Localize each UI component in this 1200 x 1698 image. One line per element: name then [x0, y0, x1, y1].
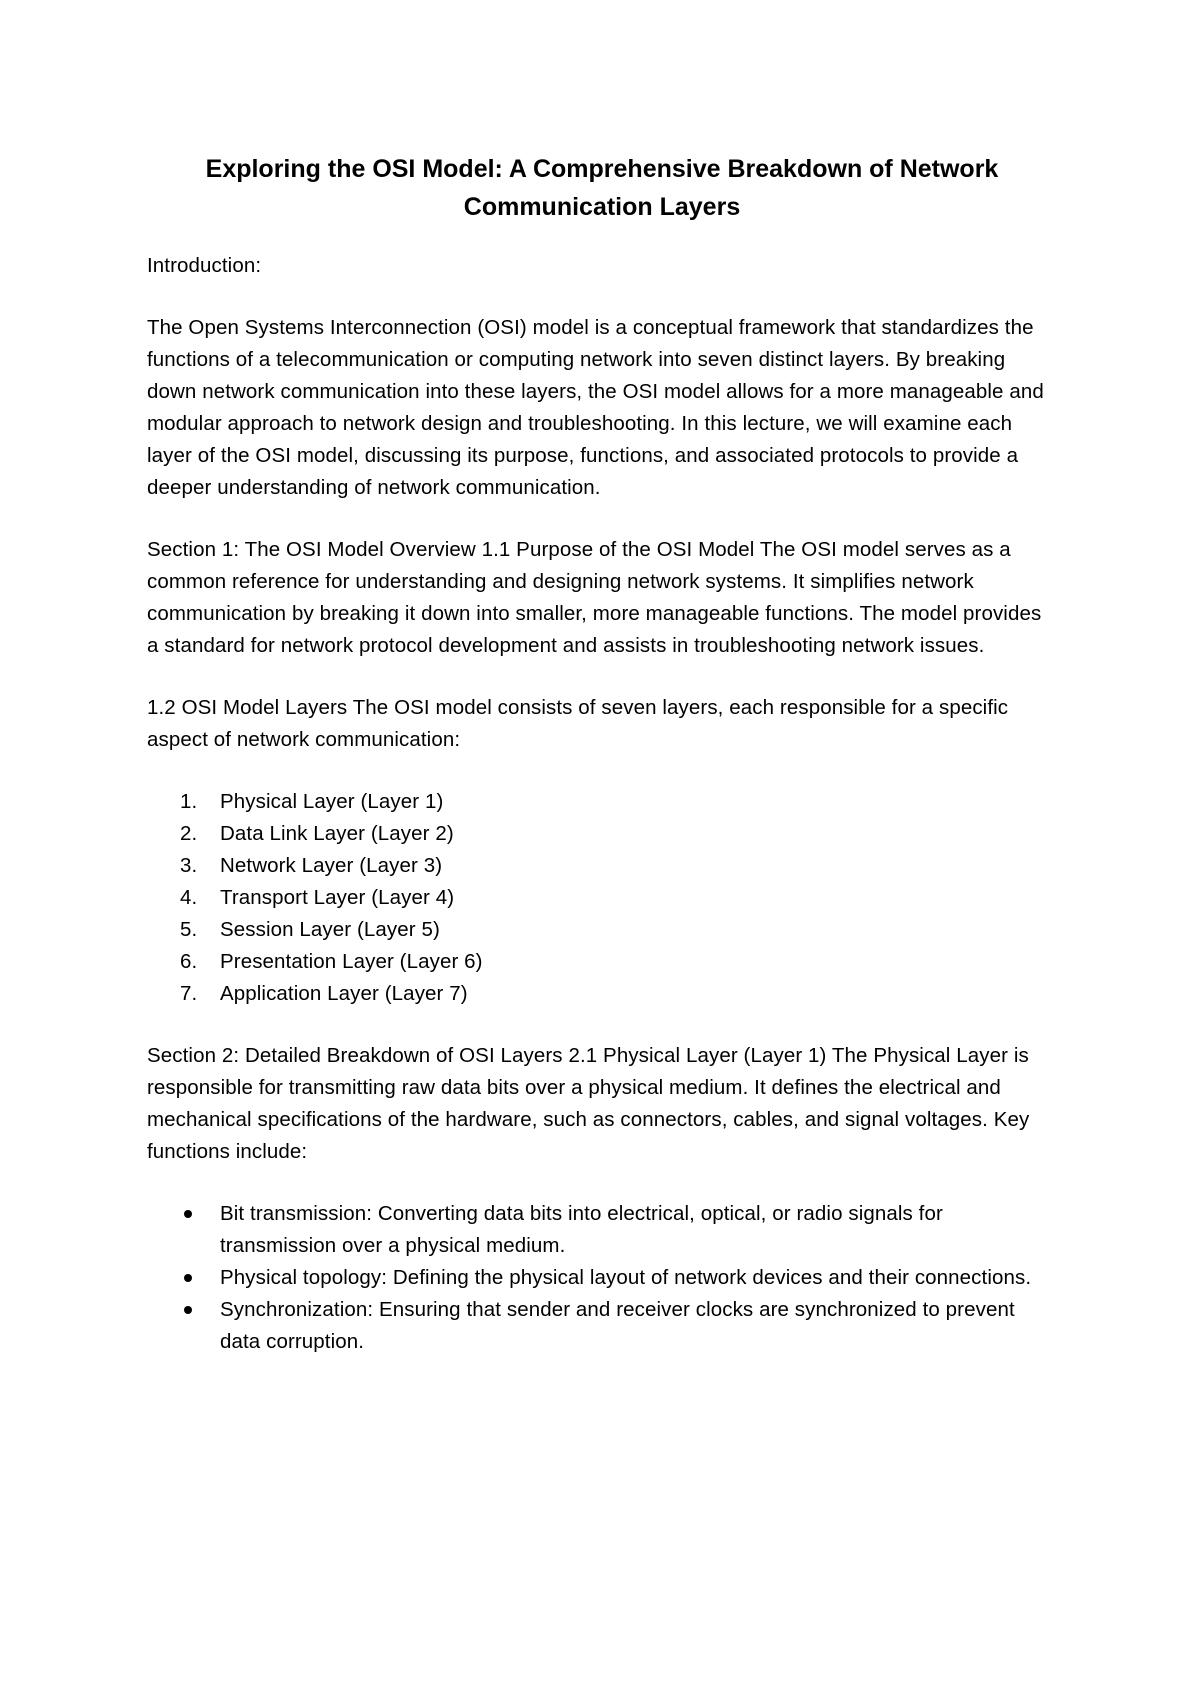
bullet-icon: [184, 1306, 192, 1314]
list-item: [147, 914, 1057, 946]
list-number: 2.: [180, 822, 198, 845]
list-item-text: Application Layer (Layer 7): [220, 982, 468, 1005]
list-item-text: Transport Layer (Layer 4): [220, 886, 455, 909]
list-item: [147, 978, 1057, 1010]
section-2-paragraph: Section 2: Detailed Breakdown of OSI Layers 2.1 Physical Layer (Layer 1) The Physical Layer is responsible for transmitting raw data bits over a physical medium. It defines the electrical and mechanical specifications of the hardware, such as connectors, cables, and signal voltages. Key functions include:: [147, 1044, 1030, 1163]
intro-paragraph: The Open Systems Interconnection (OSI) model is a conceptual framework that standardizes the functions of a telecommunication or computing network into seven distinct layers. By breaking down network communication into these layers, the OSI model allows for a more manageable and modular approach to network design and troubleshooting. In this lecture, we will examine each layer of the OSI model, discussing its purpose, functions, and associated protocols to provide a deeper understanding of network communication.: [147, 316, 1044, 499]
bullet-icon: [184, 1210, 192, 1218]
list-item-text: Bit transmission: Converting data bits into electrical, optical, or radio signals for transmission over a physical medium.: [220, 1202, 943, 1257]
document-title: Exploring the OSI Model: A Comprehensive Breakdown of Network Communication Layers: [205, 155, 999, 221]
list-item-text: Presentation Layer (Layer 6): [220, 950, 483, 973]
list-item: [147, 1294, 1057, 1358]
list-item: [147, 882, 1057, 914]
list-number: 6.: [180, 950, 198, 973]
list-item: [147, 850, 1057, 882]
list-item-text: Physical Layer (Layer 1): [220, 790, 444, 813]
list-item-text: Session Layer (Layer 5): [220, 918, 440, 941]
osi-layers-list: [147, 786, 1057, 1010]
layers-paragraph: 1.2 OSI Model Layers The OSI model consists of seven layers, each responsible for a specific aspect of network communication:: [147, 696, 1009, 751]
list-item: [147, 1262, 1057, 1294]
intro-heading: Introduction:: [147, 254, 262, 277]
list-number: 7.: [180, 982, 198, 1005]
list-number: 5.: [180, 918, 198, 941]
list-item-text: Data Link Layer (Layer 2): [220, 822, 454, 845]
bullet-icon: [184, 1274, 192, 1282]
list-item-text: Physical topology: Defining the physical layout of network devices and their connections.: [220, 1266, 1032, 1289]
key-functions-list: [147, 1198, 1057, 1358]
list-item: [147, 786, 1057, 818]
section-1-paragraph: Section 1: The OSI Model Overview 1.1 Purpose of the OSI Model The OSI model serves as a common reference for understanding and designing network systems. It simplifies network communication by breaking it down into smaller, more manageable functions. The model provides a standard for network protocol development and assists in troubleshooting network issues.: [147, 538, 1042, 657]
list-number: 4.: [180, 886, 198, 909]
list-item: [147, 818, 1057, 850]
list-number: 1.: [180, 790, 198, 813]
list-item: [147, 1198, 1057, 1262]
list-number: 3.: [180, 854, 198, 877]
list-item-text: Synchronization: Ensuring that sender and receiver clocks are synchronized to prevent data corruption.: [220, 1298, 1015, 1353]
document-body: [147, 150, 1057, 1358]
list-item: [147, 946, 1057, 978]
list-item-text: Network Layer (Layer 3): [220, 854, 443, 877]
